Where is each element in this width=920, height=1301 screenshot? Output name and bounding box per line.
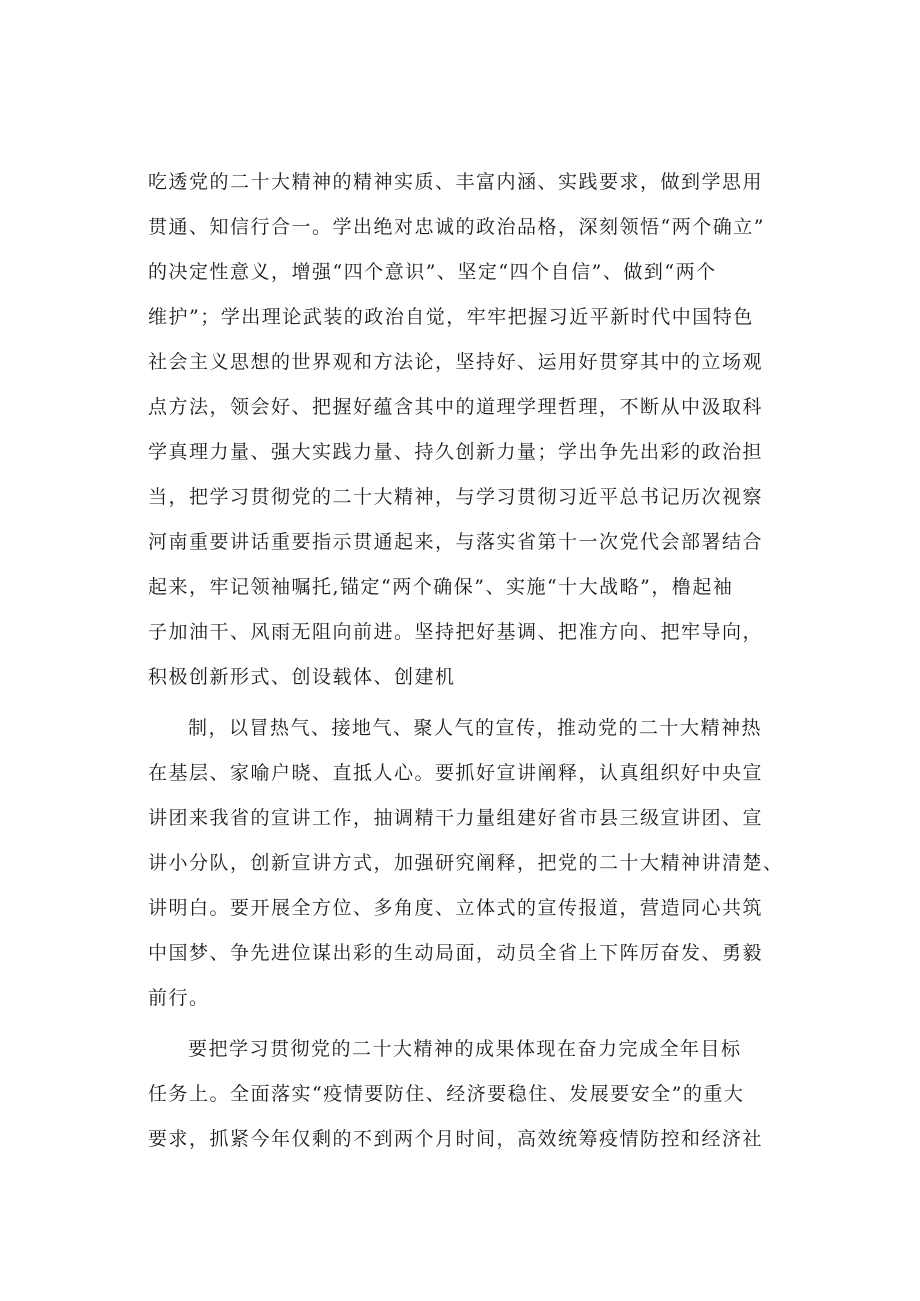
text-line: 积极创新形式、创设载体、创建机 bbox=[148, 666, 456, 688]
text-line: 当，把学习贯彻党的二十大精神，与学习贯彻习近平总书记历次视察 bbox=[148, 486, 764, 508]
text-line: 河南重要讲话重要指示贯通起来，与落实省第十一次党代会部署结合 bbox=[148, 531, 764, 553]
document-body bbox=[148, 160, 808, 1162]
text-line: 贯通、知信行合一。学出绝对忠诚的政治品格，深刻领悟“两个确立” bbox=[148, 216, 765, 238]
paragraph-2 bbox=[148, 706, 808, 1021]
text-line: 要把学习贯彻党的二十大精神的成果体现在奋力完成全年目标 bbox=[188, 1038, 742, 1060]
text-line: 讲小分队，创新宣讲方式，加强研究阐释，把党的二十大精神讲清楚、 bbox=[148, 852, 784, 874]
text-line: 制，以冒热气、接地气、聚人气的宣传，推动党的二十大精神热 bbox=[188, 717, 763, 739]
text-line: 的决定性意义，增强“四个意识”、坚定“四个自信”、做到“两个 bbox=[148, 261, 717, 283]
text-line: 在基层、家喻户晓、直抵人心。要抓好宣讲阐释，认真组织好中央宣 bbox=[148, 762, 764, 784]
text-line: 子加油干、风雨无阻向前进。坚持把好基调、把准方向、把牢导向， bbox=[148, 621, 764, 643]
text-line: 维护”；学出理论武装的政治自觉，牢牢把握习近平新时代中国特色 bbox=[148, 306, 754, 328]
text-line: 社会主义思想的世界观和方法论，坚持好、运用好贯穿其中的立场观 bbox=[148, 351, 764, 373]
text-line: 前行。 bbox=[148, 987, 210, 1009]
text-line: 起来，牢记领袖嘱托,锚定“两个确保”、实施“十大战略”，橹起袖 bbox=[148, 576, 734, 598]
text-line: 中国梦、争先进位谋出彩的生动局面，动员全省上下阵厉奋发、勇毅 bbox=[148, 942, 764, 964]
text-line: 学真理力量、强大实践力量、持久创新力量；学出争先出彩的政治担 bbox=[148, 441, 764, 463]
text-line: 讲明白。要开展全方位、多角度、立体式的宣传报道，营造同心共筑 bbox=[148, 897, 764, 919]
text-line: 任务上。全面落实“疫情要防住、经济要稳住、发展要安全”的重大 bbox=[148, 1083, 745, 1105]
text-line: 点方法，领会好、把握好蕴含其中的道理学理哲理，不断从中汲取科 bbox=[148, 396, 764, 418]
paragraph-1 bbox=[148, 160, 808, 700]
text-line: 吃透党的二十大精神的精神实质、丰富内涵、实践要求，做到学思用 bbox=[148, 171, 764, 193]
paragraph-3 bbox=[148, 1027, 808, 1162]
text-line: 要求，抓紧今年仅剩的不到两个月时间，高效统筹疫情防控和经济社 bbox=[148, 1128, 764, 1150]
text-line: 讲团来我省的宣讲工作，抽调精干力量组建好省市县三级宣讲团、宣 bbox=[148, 807, 764, 829]
